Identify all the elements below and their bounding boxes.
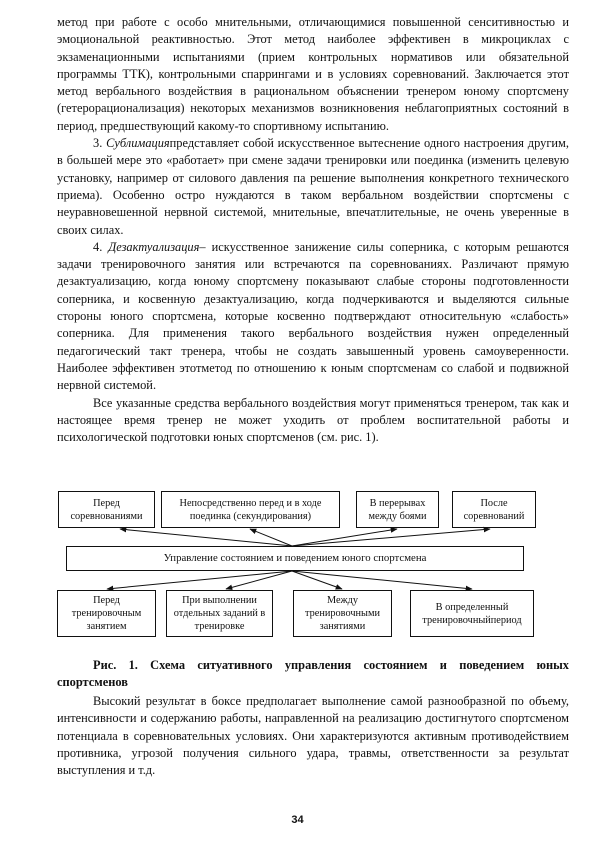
page-number: 34 xyxy=(291,814,304,826)
diagram-center-box: Управление состоянием и поведением юного спортсмена xyxy=(66,546,524,571)
diagram-box-bottom-4: В определенный тренировочныйпериод xyxy=(410,590,534,637)
item-number: 3. xyxy=(93,136,103,151)
diagram-box-bottom-2: При выполнении отдельных заданий в тренировке xyxy=(166,590,273,637)
arrow-to-bottom-2 xyxy=(226,571,292,589)
item-text: – искусственное занижение силы соперника, с которым решаются задачи тренировочного занятия или встречаются па соревнованиях. Различают прямую дезактуализацию, когда юному спортсмену показывают слабые стороны подготовленности соперника, и косвенную дезактуализацию, когда подчеркиваются и выделяются сильные стороны юного спортсмена, которые косвенно подтверждают относительную «слабость» соперника. Для применения такого вербального воздействия нужен определенный педагогический такт тренера, чтобы не создать завышенный уровень самоуверенности. Наиболее эффективен этотметод по отношению к юным спортсменам со слабой и подвижной нервной системой. xyxy=(57,239,569,393)
diagram-box-top-2: Непосредственно перед и в ходе поединка (секундирования) xyxy=(161,491,340,528)
body-text-lower xyxy=(57,693,569,779)
diagram-box-bottom-3: Между тренировочными занятиями xyxy=(293,590,392,637)
term-deactualization: Дезактуализация xyxy=(108,239,200,254)
arrow-to-top-3 xyxy=(292,529,397,546)
arrow-to-top-1 xyxy=(120,529,292,546)
term-sublimation: Сублимация xyxy=(106,136,170,151)
diagram-box-top-4: После соревнований xyxy=(452,491,536,528)
item-number: 4. xyxy=(93,239,103,254)
arrow-to-top-4 xyxy=(292,529,490,546)
paragraph-verbal-means: Все указанные средства вербального воздействия могут применяться тренером, так как и настоящее время тренер не может уходить от проблем воспитательной работы и психологической подготовки юных спортсменов (см. рис. 1). xyxy=(57,395,569,445)
diagram-box-top-3: В перерывах между боями xyxy=(356,491,439,528)
item-text: представляет собой искусственное вытеснение одного настроения другим, в большей мере это «работает» при смене задачи тренировки или поединка (изменить целевую установку, например от силового давления па решение выполнения конкретного технического приема). Особенно остро нуждаются в таком вербальном воздействии спортсмены с неуравновешенной нервной системой, мнительные, впечатлительные, не очень уверенные в своих силах. xyxy=(57,136,569,237)
diagram-box-top-1: Перед соревнованиями xyxy=(58,491,155,528)
arrow-to-bottom-4 xyxy=(292,571,472,589)
arrow-to-bottom-1 xyxy=(107,571,292,589)
paragraph-result: Высокий результат в боксе предполагает выполнение самой разнообразной по объему, интенсивности и содержанию работы, направленной на реализацию достигнутого спортсменом потенциала в соревновательных условиях. Они характеризуются активным противодействием противника, угрозой получения сильного удара, травмы, ответственности за результат выступления и т.д. xyxy=(57,694,569,778)
figure-caption: Рис. 1. Схема ситуативного управления состоянием и поведением юных спортсменов xyxy=(57,658,569,690)
diagram-box-bottom-1: Перед тренировочным занятием xyxy=(57,590,156,637)
paragraph-continuation: метод при работе с особо мнительными, отличающимися повышенной сенситивностью и эмоциональной реактивностью. Этот метод наиболее эффективен в микроциклах с экзаменационными испытаниями (прием контрольных нормативов или обязательной программы ТТК), контрольными спаррингами и в условиях соревнований. Заключается этот метод вербального воздействия в рациональном объяснении тренером юному спортсмену (гетерорационализация) некоторых механизмов возникновения неблагоприятных состояний в период, предшествующий какому-то спортивному испытанию. xyxy=(57,15,569,133)
